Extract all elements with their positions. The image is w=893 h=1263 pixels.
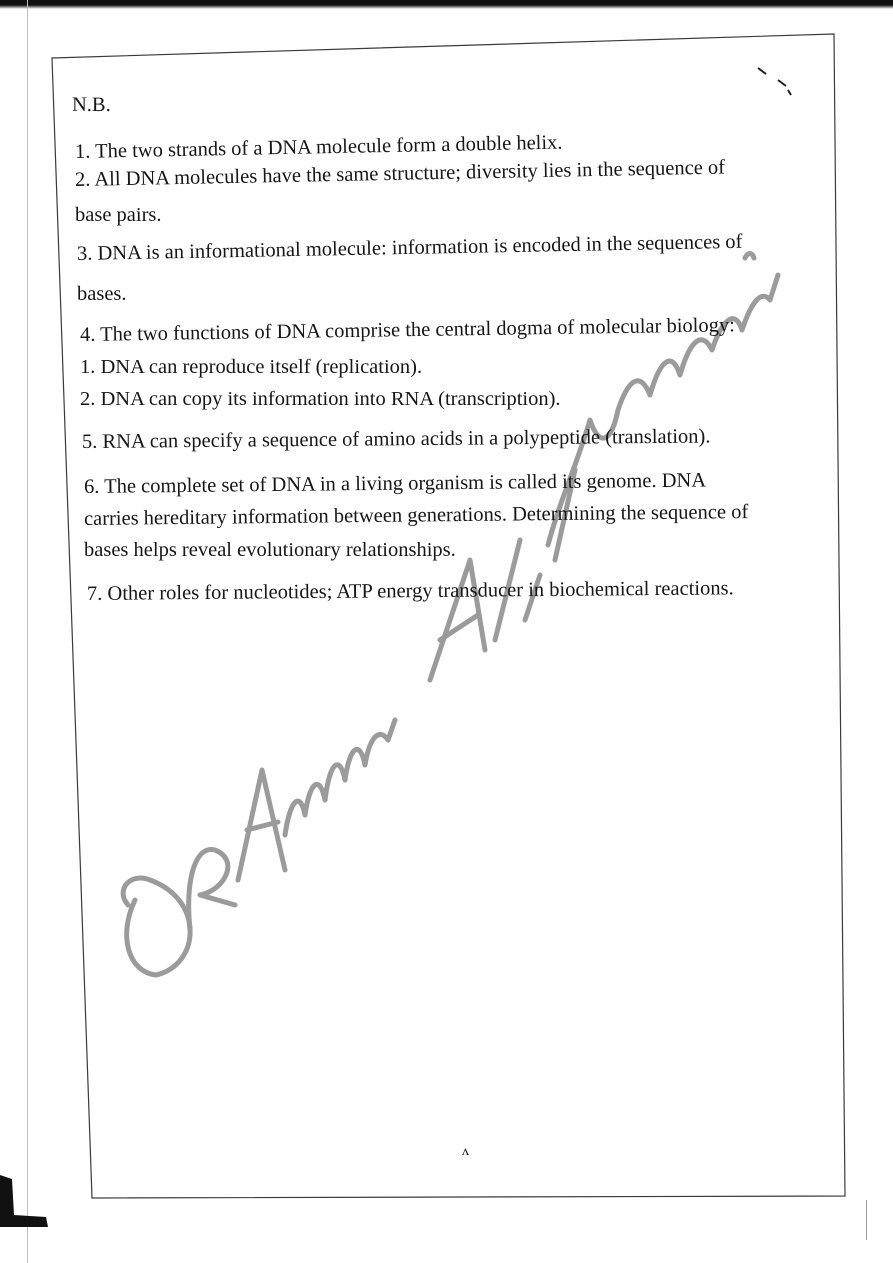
point-4-sub-2: 2. DNA can copy its information into RNA (transcription).: [80, 388, 561, 410]
point-2-line-2: base pairs.: [75, 204, 162, 226]
point-2-line-1: 2. All DNA molecules have the same structure; diversity lies in the sequence of: [74, 156, 726, 191]
point-6-line-1: 6. The complete set of DNA in a living organism is called its genome. DNA: [83, 469, 707, 498]
point-6-line-2: carries hereditary information between generations. Determining the sequence of: [83, 501, 749, 530]
page-corner-mark: [0, 1175, 48, 1227]
nb-heading: N.B.: [71, 93, 111, 117]
point-4-sub-1: 1. DNA can reproduce itself (replication).: [80, 356, 423, 378]
point-6-line-3: bases helps reveal evolutionary relationships.: [84, 539, 456, 561]
page-number: ʌ: [462, 1144, 469, 1159]
scan-left-edge: [27, 0, 28, 1263]
point-3-line-2: bases.: [77, 283, 127, 305]
point-1: 1. The two strands of a DNA molecule form a double helix.: [74, 131, 563, 163]
point-5: 5. RNA can specify a sequence of amino acids in a polypeptide (translation).: [81, 425, 711, 453]
scan-top-edge: [0, 0, 893, 9]
point-3-line-1: 3. DNA is an informational molecule: information is encoded in the sequences of: [76, 230, 743, 265]
point-7: 7. Other roles for nucleotides; ATP energy transducer in biochemical reactions.: [86, 577, 734, 605]
point-4: 4. The two functions of DNA comprise the central dogma of molecular biology:: [79, 314, 735, 346]
pen-tick-mark: [750, 62, 802, 102]
scan-right-edge: [866, 1200, 867, 1240]
